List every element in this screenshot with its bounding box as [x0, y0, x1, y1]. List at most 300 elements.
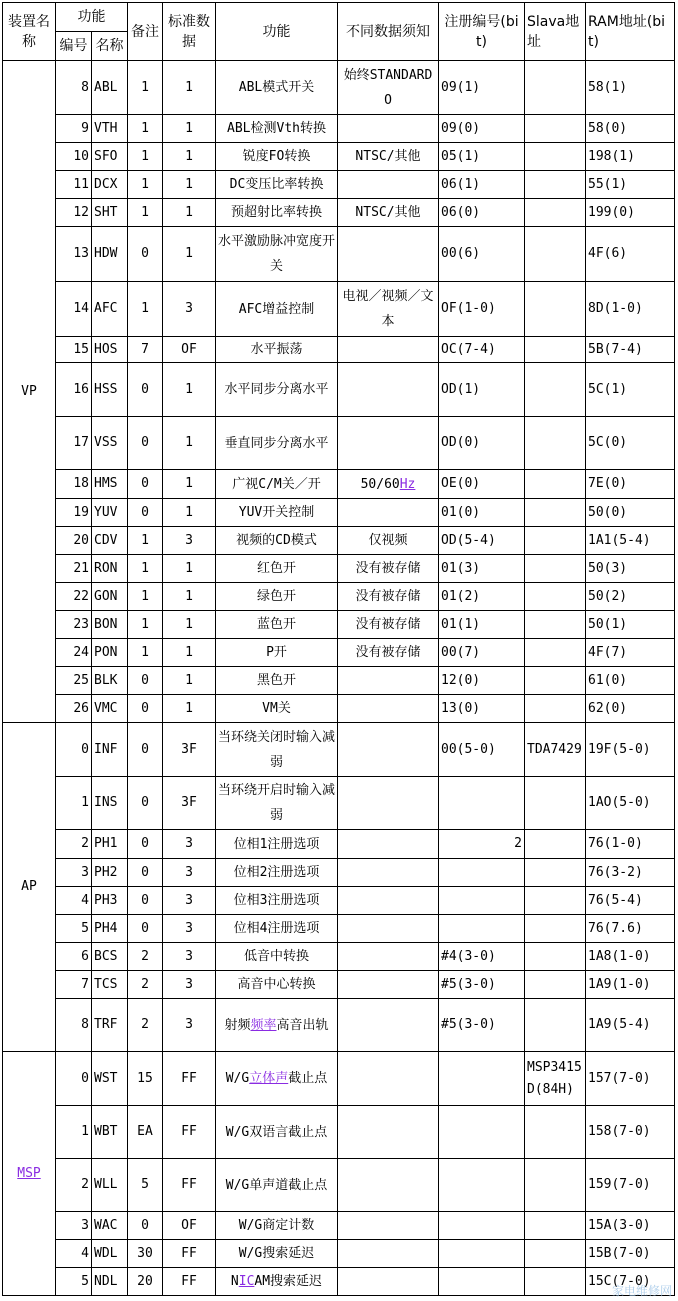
ram-cell: 1AO(5-0) [586, 777, 675, 830]
number-cell: 20 [56, 527, 92, 555]
hz-link[interactable]: Hz [399, 476, 416, 492]
table-row [3, 143, 675, 171]
diff-notes-cell [338, 115, 439, 143]
name-cell: CDV [92, 527, 128, 555]
watermark: 家电维修网 [611, 1284, 672, 1298]
function-link[interactable]: IC [238, 1274, 255, 1289]
standard-data-cell: 1 [163, 171, 216, 199]
name-cell: INS [92, 777, 128, 830]
name-cell: NDL [92, 1268, 128, 1296]
remark-cell: 30 [128, 1240, 163, 1268]
table-body [3, 61, 675, 1296]
remark-cell: 1 [128, 639, 163, 667]
device-label: AP [21, 879, 37, 894]
function-cell: W/G商定计数 [216, 1212, 338, 1240]
reg-no-cell: 12(0) [439, 667, 525, 695]
name-cell: HOS [92, 337, 128, 363]
reg-no-cell: #5(3-0) [439, 971, 525, 999]
name-cell: AFC [92, 282, 128, 337]
function-cell: 红色开 [216, 555, 338, 583]
diff-notes-cell [338, 915, 439, 943]
standard-data-cell: 3 [163, 527, 216, 555]
reg-no-cell: 00(6) [439, 227, 525, 282]
number-cell: 24 [56, 639, 92, 667]
reg-no-cell: OE(0) [439, 470, 525, 499]
name-cell: RON [92, 555, 128, 583]
slava-cell [525, 199, 586, 227]
table-row [3, 830, 675, 859]
name-cell: BON [92, 611, 128, 639]
number-cell: 3 [56, 1212, 92, 1240]
standard-data-cell: FF [163, 1052, 216, 1106]
standard-data-cell: 1 [163, 639, 216, 667]
reg-no-cell: OD(5-4) [439, 527, 525, 555]
function-cell: VM关 [216, 695, 338, 723]
slava-cell: TDA7429 [525, 723, 586, 777]
table-row [3, 363, 675, 417]
function-cell: 当环绕开启时输入减弱 [216, 777, 338, 830]
function-cell: W/G双语言截止点 [216, 1106, 338, 1159]
device-label: VP [21, 383, 37, 399]
name-cell: PH2 [92, 859, 128, 887]
slava-cell [525, 777, 586, 830]
ram-cell: 76(7.6) [586, 915, 675, 943]
standard-data-cell: 3 [163, 999, 216, 1052]
table-row [3, 859, 675, 887]
remark-cell: 0 [128, 227, 163, 282]
function-cell: W/G搜索延迟 [216, 1240, 338, 1268]
slava-cell [525, 943, 586, 971]
table-row [3, 1240, 675, 1268]
function-cell: 预超射比率转换 [216, 199, 338, 227]
header-diff-notes: 不同数据须知 [338, 3, 439, 61]
name-cell: VTH [92, 115, 128, 143]
table-row [3, 1268, 675, 1296]
number-cell: 8 [56, 999, 92, 1052]
diff-notes-cell: 没有被存储 [338, 639, 439, 667]
reg-no-cell: 01(2) [439, 583, 525, 611]
ram-cell: 5C(1) [586, 363, 675, 417]
table-row [3, 971, 675, 999]
name-cell: SFO [92, 143, 128, 171]
remark-cell: 2 [128, 999, 163, 1052]
header-function-group: 功能 [56, 3, 128, 32]
header-function: 功能 [216, 3, 338, 61]
reg-no-cell: 09(0) [439, 115, 525, 143]
reg-no-cell: 00(7) [439, 639, 525, 667]
ram-cell: 15A(3-0) [586, 1212, 675, 1240]
function-cell: 视频的CD模式 [216, 527, 338, 555]
number-cell: 23 [56, 611, 92, 639]
diff-notes-cell [338, 1240, 439, 1268]
table-row [3, 1052, 675, 1106]
diff-notes-cell [338, 723, 439, 777]
standard-data-cell: 3 [163, 887, 216, 915]
slava-cell [525, 999, 586, 1052]
number-cell: 9 [56, 115, 92, 143]
remark-cell: 0 [128, 667, 163, 695]
reg-no-cell: OC(7-4) [439, 337, 525, 363]
name-cell: WLL [92, 1159, 128, 1212]
number-cell: 13 [56, 227, 92, 282]
name-cell: PON [92, 639, 128, 667]
table-row [3, 115, 675, 143]
slava-cell [525, 859, 586, 887]
reg-no-cell [439, 1212, 525, 1240]
table-row [3, 555, 675, 583]
number-cell: 15 [56, 337, 92, 363]
reg-no-cell: 2 [439, 830, 525, 859]
remark-cell: 2 [128, 971, 163, 999]
number-cell: 7 [56, 971, 92, 999]
ram-cell: 1A9(1-0) [586, 971, 675, 999]
remark-cell: 1 [128, 61, 163, 115]
table-row [3, 999, 675, 1052]
reg-no-cell: 00(5-0) [439, 723, 525, 777]
table-row [3, 527, 675, 555]
number-cell: 0 [56, 1052, 92, 1106]
remark-cell: 1 [128, 171, 163, 199]
header-slava: Slava地址 [525, 3, 586, 61]
reg-no-cell: 01(1) [439, 611, 525, 639]
name-cell: BLK [92, 667, 128, 695]
standard-data-cell: OF [163, 1212, 216, 1240]
table-row [3, 777, 675, 830]
function-text-post: 高音出轨 [276, 1017, 329, 1033]
table-row [3, 417, 675, 470]
ram-cell: 8D(1-0) [586, 282, 675, 337]
remark-cell: 1 [128, 199, 163, 227]
number-cell: 5 [56, 1268, 92, 1296]
ram-cell: 1A8(1-0) [586, 943, 675, 971]
remark-cell: 2 [128, 943, 163, 971]
diff-notes-cell [338, 1052, 439, 1106]
reg-no-cell: 01(3) [439, 555, 525, 583]
function-cell: 水平同步分离水平 [216, 363, 338, 417]
standard-data-cell: 1 [163, 667, 216, 695]
ram-cell: 4F(6) [586, 227, 675, 282]
number-cell: 0 [56, 723, 92, 777]
table-row [3, 499, 675, 527]
reg-no-cell: 05(1) [439, 143, 525, 171]
function-link[interactable]: 立体声 [249, 1071, 289, 1086]
name-cell: WBT [92, 1106, 128, 1159]
standard-data-cell: FF [163, 1268, 216, 1296]
function-cell [216, 999, 338, 1052]
standard-data-cell: FF [163, 1240, 216, 1268]
name-cell: WAC [92, 1212, 128, 1240]
function-cell: P开 [216, 639, 338, 667]
table-row [3, 227, 675, 282]
slava-cell [525, 61, 586, 115]
reg-no-cell: 09(1) [439, 61, 525, 115]
diff-notes-cell [338, 887, 439, 915]
remark-cell: 15 [128, 1052, 163, 1106]
remark-cell: 0 [128, 499, 163, 527]
name-cell: ABL [92, 61, 128, 115]
ram-cell: 76(3-2) [586, 859, 675, 887]
ram-cell: 50(0) [586, 499, 675, 527]
remark-cell: 1 [128, 143, 163, 171]
slava-cell [525, 667, 586, 695]
number-cell: 1 [56, 1106, 92, 1159]
register-table [2, 2, 675, 1296]
reg-no-cell: 06(1) [439, 171, 525, 199]
slava-cell [525, 555, 586, 583]
function-cell: 位相3注册选项 [216, 887, 338, 915]
remark-cell: 0 [128, 777, 163, 830]
ram-cell: 55(1) [586, 171, 675, 199]
number-cell: 19 [56, 499, 92, 527]
diff-notes-cell [338, 777, 439, 830]
header-reg-no: 注册编号(bit) [439, 3, 525, 61]
number-cell: 1 [56, 777, 92, 830]
diff-notes-cell: NTSC/其他 [338, 199, 439, 227]
slava-cell [525, 527, 586, 555]
standard-data-cell: 1 [163, 61, 216, 115]
function-cell: 绿色开 [216, 583, 338, 611]
ram-cell: 15B(7-0) [586, 1240, 675, 1268]
number-cell: 22 [56, 583, 92, 611]
table-row [3, 943, 675, 971]
diff-notes-cell [338, 1212, 439, 1240]
device-cell [3, 723, 56, 1052]
function-cell: 锐度FO转换 [216, 143, 338, 171]
table-row [3, 470, 675, 499]
table-row [3, 667, 675, 695]
name-cell: HSS [92, 363, 128, 417]
slava-cell [525, 143, 586, 171]
slava-cell [525, 282, 586, 337]
table-row [3, 915, 675, 943]
remark-cell: 5 [128, 1159, 163, 1212]
table-row [3, 723, 675, 777]
table-row [3, 282, 675, 337]
slava-cell [525, 115, 586, 143]
diff-notes-cell [338, 859, 439, 887]
remark-cell: 0 [128, 915, 163, 943]
function-cell [216, 1052, 338, 1106]
diff-notes-cell [338, 363, 439, 417]
reg-no-cell [439, 1240, 525, 1268]
slava-cell [525, 830, 586, 859]
ram-cell: 50(1) [586, 611, 675, 639]
table-row [3, 61, 675, 115]
function-cell: 水平激励脉冲宽度开关 [216, 227, 338, 282]
standard-data-cell: 1 [163, 199, 216, 227]
diff-notes-cell [338, 943, 439, 971]
slava-cell [525, 639, 586, 667]
reg-no-cell: 13(0) [439, 695, 525, 723]
number-cell: 14 [56, 282, 92, 337]
ram-cell: 58(1) [586, 61, 675, 115]
function-text-post: AM搜索延迟 [254, 1274, 323, 1289]
ram-cell: 1A9(5-4) [586, 999, 675, 1052]
slava-cell [525, 583, 586, 611]
reg-no-cell [439, 777, 525, 830]
name-cell: WDL [92, 1240, 128, 1268]
ram-cell: 61(0) [586, 667, 675, 695]
standard-data-cell: 3 [163, 859, 216, 887]
ram-cell: 1A1(5-4) [586, 527, 675, 555]
standard-data-cell: 1 [163, 363, 216, 417]
function-cell: ABL模式开关 [216, 61, 338, 115]
table-row [3, 1212, 675, 1240]
diff-notes-cell: 没有被存储 [338, 583, 439, 611]
ram-cell: 199(0) [586, 199, 675, 227]
diff-notes-cell [338, 337, 439, 363]
function-link[interactable]: 频率 [250, 1017, 277, 1033]
standard-data-cell: 3F [163, 777, 216, 830]
slava-cell [525, 417, 586, 470]
remark-cell: 1 [128, 282, 163, 337]
slava-cell [525, 499, 586, 527]
number-cell: 8 [56, 61, 92, 115]
diff-notes-cell [338, 999, 439, 1052]
standard-data-cell: 1 [163, 470, 216, 499]
remark-cell: 0 [128, 859, 163, 887]
reg-no-cell [439, 1268, 525, 1296]
ram-cell: 19F(5-0) [586, 723, 675, 777]
standard-data-cell: 1 [163, 555, 216, 583]
function-cell: 位相1注册选项 [216, 830, 338, 859]
name-cell: VSS [92, 417, 128, 470]
slava-cell [525, 695, 586, 723]
standard-data-cell: 3 [163, 943, 216, 971]
ram-cell: 50(3) [586, 555, 675, 583]
ram-cell: 159(7-0) [586, 1159, 675, 1212]
function-cell: 蓝色开 [216, 611, 338, 639]
ram-cell: 76(1-0) [586, 830, 675, 859]
device-cell [3, 61, 56, 723]
table-row [3, 1159, 675, 1212]
diff-notes-cell [338, 1268, 439, 1296]
header-remark: 备注 [128, 3, 163, 61]
ram-cell: 5C(0) [586, 417, 675, 470]
function-cell: W/G单声道截止点 [216, 1159, 338, 1212]
number-cell: 21 [56, 555, 92, 583]
diff-notes-cell [338, 470, 439, 499]
number-cell: 10 [56, 143, 92, 171]
remark-cell: 0 [128, 417, 163, 470]
function-cell: 垂直同步分离水平 [216, 417, 338, 470]
number-cell: 26 [56, 695, 92, 723]
remark-cell: 7 [128, 337, 163, 363]
diff-notes-cell: 始终STANDARDO [338, 61, 439, 115]
remark-cell: 0 [128, 830, 163, 859]
diff-notes-cell [338, 971, 439, 999]
standard-data-cell: 3 [163, 915, 216, 943]
reg-no-cell: 01(0) [439, 499, 525, 527]
number-cell: 3 [56, 859, 92, 887]
reg-no-cell: OD(0) [439, 417, 525, 470]
function-cell: YUV开关控制 [216, 499, 338, 527]
standard-data-cell: 1 [163, 227, 216, 282]
standard-data-cell: 1 [163, 611, 216, 639]
name-cell: SHT [92, 199, 128, 227]
remark-cell: 0 [128, 723, 163, 777]
number-cell: 18 [56, 470, 92, 499]
diff-notes-cell [338, 227, 439, 282]
diff-notes-text: 50/60 [360, 476, 400, 492]
slava-cell [525, 971, 586, 999]
ram-cell: 4F(7) [586, 639, 675, 667]
ram-cell: 7E(0) [586, 470, 675, 499]
reg-no-cell: #5(3-0) [439, 999, 525, 1052]
number-cell: 5 [56, 915, 92, 943]
function-cell: DC变压比率转换 [216, 171, 338, 199]
table-row [3, 199, 675, 227]
diff-notes-cell: 电视／视频／文本 [338, 282, 439, 337]
name-cell: VMC [92, 695, 128, 723]
name-cell: YUV [92, 499, 128, 527]
header-device-name: 装置名称 [3, 3, 56, 61]
standard-data-cell: 3 [163, 971, 216, 999]
function-cell: 广视C/M关／开 [216, 470, 338, 499]
name-cell: HMS [92, 470, 128, 499]
function-cell: 当环绕关闭时输入减弱 [216, 723, 338, 777]
number-cell: 16 [56, 363, 92, 417]
slava-cell: MSP3415D(84H) [525, 1052, 586, 1106]
ram-cell: 5B(7-4) [586, 337, 675, 363]
name-cell: PH1 [92, 830, 128, 859]
slava-cell [525, 227, 586, 282]
number-cell: 2 [56, 830, 92, 859]
remark-cell: 1 [128, 611, 163, 639]
number-cell: 6 [56, 943, 92, 971]
function-text-post: 截止点 [288, 1071, 328, 1086]
diff-notes-cell [338, 499, 439, 527]
function-cell: 水平振荡 [216, 337, 338, 363]
remark-cell: 20 [128, 1268, 163, 1296]
function-cell: AFC增益控制 [216, 282, 338, 337]
reg-no-cell: OD(1) [439, 363, 525, 417]
function-cell: 位相2注册选项 [216, 859, 338, 887]
reg-no-cell [439, 1052, 525, 1106]
standard-data-cell: 1 [163, 499, 216, 527]
slava-cell [525, 915, 586, 943]
remark-cell: 1 [128, 555, 163, 583]
diff-notes-cell: 仅视频 [338, 527, 439, 555]
diff-notes-cell [338, 667, 439, 695]
standard-data-cell: FF [163, 1106, 216, 1159]
slava-cell [525, 611, 586, 639]
number-cell: 12 [56, 199, 92, 227]
reg-no-cell: 06(0) [439, 199, 525, 227]
diff-notes-cell: 没有被存储 [338, 611, 439, 639]
remark-cell: EA [128, 1106, 163, 1159]
standard-data-cell: FF [163, 1159, 216, 1212]
remark-cell: 0 [128, 363, 163, 417]
diff-notes-cell [338, 171, 439, 199]
remark-cell: 1 [128, 115, 163, 143]
number-cell: 17 [56, 417, 92, 470]
ram-cell: 15C(7-0) [586, 1268, 675, 1296]
table-row [3, 887, 675, 915]
number-cell: 2 [56, 1159, 92, 1212]
standard-data-cell: 1 [163, 143, 216, 171]
function-cell: 位相4注册选项 [216, 915, 338, 943]
name-cell: PH4 [92, 915, 128, 943]
diff-notes-cell [338, 695, 439, 723]
device-link[interactable]: MSP [17, 1165, 41, 1181]
name-cell: TRF [92, 999, 128, 1052]
table-row [3, 583, 675, 611]
diff-notes-cell [338, 417, 439, 470]
number-cell: 4 [56, 887, 92, 915]
ram-cell: 76(5-4) [586, 887, 675, 915]
name-cell: BCS [92, 943, 128, 971]
